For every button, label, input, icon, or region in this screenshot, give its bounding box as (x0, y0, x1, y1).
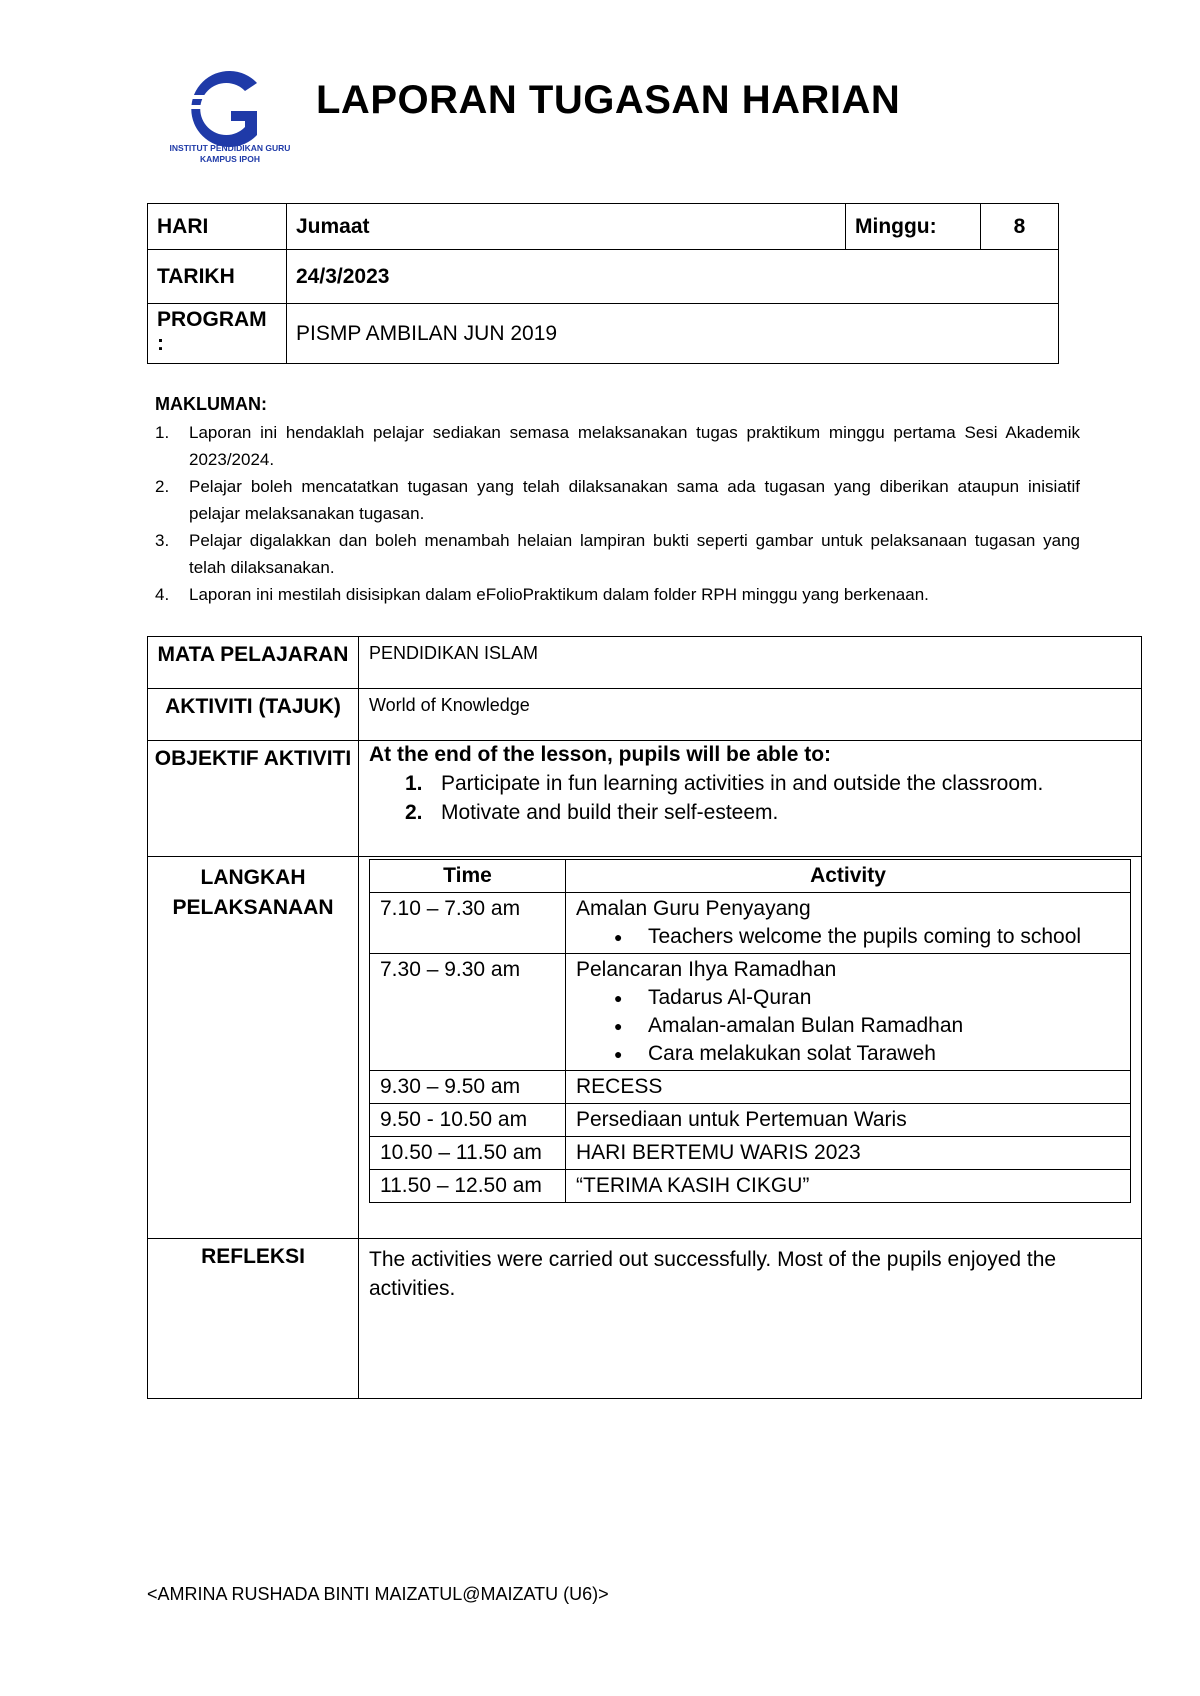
footer-author: <AMRINA RUSHADA BINTI MAIZATUL@MAIZATU (U6)> (147, 1584, 609, 1604)
schedule-time: 7.10 – 7.30 am (370, 893, 566, 954)
schedule-activity: RECESS (566, 1071, 1131, 1104)
info-row-hari (148, 204, 1059, 250)
objektif-text: Motivate and build their self-esteem. (441, 801, 779, 824)
note-text: Pelajar digalakkan dan boleh menambah helaian lampiran bukti seperti gambar untuk pelaksanaan tugasan yang telah dilaksanakan. (189, 531, 1080, 577)
schedule-header-time: Time (370, 860, 566, 893)
info-table (147, 203, 1059, 364)
schedule-row (370, 1071, 1131, 1104)
tarikh-value: 24/3/2023 (287, 250, 1059, 304)
row-refleksi (148, 1239, 1142, 1399)
objektif-list (369, 769, 1131, 827)
hari-label: HARI (148, 204, 287, 250)
row-langkah (148, 857, 1142, 1239)
schedule-activity: HARI BERTEMU WARIS 2023 (566, 1137, 1131, 1170)
institute-logo (165, 65, 295, 170)
page-title: LAPORAN TUGASAN HARIAN (316, 78, 901, 122)
schedule-time: 9.30 – 9.50 am (370, 1071, 566, 1104)
schedule-bullet: ● Tadarus Al-Quran (576, 984, 1120, 1012)
schedule-bullet: ● Cara melakukan solat Taraweh (576, 1040, 1120, 1068)
activity-table (147, 636, 1142, 1399)
refleksi-value: The activities were carried out successfully. Most of the pupils enjoyed the activities. (359, 1239, 1142, 1399)
note-item (155, 419, 1080, 473)
notes-title: MAKLUMAN: (155, 394, 267, 414)
aktiviti-value: World of Knowledge (359, 689, 1142, 741)
objektif-item (369, 769, 1131, 798)
note-number: 4. (155, 585, 170, 604)
schedule-time: 7.30 – 9.30 am (370, 954, 566, 1071)
minggu-label: Minggu: (846, 204, 981, 250)
row-mata-pelajaran (148, 637, 1142, 689)
langkah-label: LANGKAH PELAKSANAAN (148, 857, 359, 1239)
logo-line1: INSTITUT PENDIDIKAN GURU (169, 143, 291, 153)
objektif-text: Participate in fun learning activities in and outside the classroom. (441, 772, 1044, 795)
schedule-activity-title: Amalan Guru Penyayang (576, 897, 811, 920)
schedule-header-row (370, 860, 1131, 893)
schedule-row (370, 1137, 1131, 1170)
program-label: PROGRAM : (148, 304, 287, 364)
schedule-row (370, 954, 1131, 1071)
logo-emblem-icon (165, 65, 295, 170)
langkah-value (359, 857, 1142, 1239)
hari-value: Jumaat (287, 204, 846, 250)
schedule-row (370, 893, 1131, 954)
schedule-activity: Persediaan untuk Pertemuan Waris (566, 1104, 1131, 1137)
schedule-bullet: ● Amalan-amalan Bulan Ramadhan (576, 1012, 1120, 1040)
logo-line2: KAMPUS IPOH (200, 154, 260, 164)
info-row-tarikh (148, 250, 1059, 304)
info-row-program (148, 304, 1059, 364)
row-objektif (148, 741, 1142, 857)
objektif-heading: At the end of the lesson, pupils will be able to: (369, 743, 832, 766)
schedule-time: 11.50 – 12.50 am (370, 1170, 566, 1203)
objektif-item (369, 798, 1131, 827)
note-number: 2. (155, 477, 170, 496)
schedule-bullets (576, 984, 1120, 1068)
schedule-time: 10.50 – 11.50 am (370, 1137, 566, 1170)
note-text: Pelajar boleh mencatatkan tugasan yang telah dilaksanakan sama ada tugasan yang diberikan ataupun inisiatif pelajar melaksanakan tugasan. (189, 477, 1080, 523)
note-item (155, 527, 1080, 581)
objektif-label: OBJEKTIF AKTIVITI (148, 741, 359, 857)
refleksi-label: REFLEKSI (148, 1239, 359, 1399)
note-item (155, 473, 1080, 527)
program-value: PISMP AMBILAN JUN 2019 (287, 304, 1059, 364)
mata-pelajaran-label: MATA PELAJARAN (148, 637, 359, 689)
schedule-table (369, 859, 1131, 1203)
schedule-row (370, 1104, 1131, 1137)
schedule-bullets (576, 923, 1120, 951)
note-item (155, 581, 1080, 608)
tarikh-label: TARIKH (148, 250, 287, 304)
note-number: 3. (155, 531, 170, 550)
schedule-header-activity: Activity (566, 860, 1131, 893)
schedule-activity (566, 954, 1131, 1071)
notes-list (155, 419, 1080, 608)
objektif-value (359, 741, 1142, 857)
mata-pelajaran-value: PENDIDIKAN ISLAM (359, 637, 1142, 689)
note-text: Laporan ini hendaklah pelajar sediakan semasa melaksanakan tugas praktikum minggu pertama Sesi Akademik 2023/2024. (189, 423, 1080, 469)
schedule-row (370, 1170, 1131, 1203)
note-number: 1. (155, 423, 170, 442)
schedule-time: 9.50 - 10.50 am (370, 1104, 566, 1137)
objektif-number: 1. (405, 772, 423, 795)
schedule-activity: “TERIMA KASIH CIKGU” (566, 1170, 1131, 1203)
minggu-value: 8 (981, 204, 1059, 250)
objektif-number: 2. (405, 801, 423, 824)
aktiviti-label: AKTIVITI (TAJUK) (148, 689, 359, 741)
schedule-bullet: ● Teachers welcome the pupils coming to school (576, 923, 1120, 951)
schedule-activity-title: Pelancaran Ihya Ramadhan (576, 958, 837, 981)
row-aktiviti (148, 689, 1142, 741)
note-text: Laporan ini mestilah disisipkan dalam eFolioPraktikum dalam folder RPH minggu yang berkenaan. (189, 585, 929, 604)
schedule-activity (566, 893, 1131, 954)
